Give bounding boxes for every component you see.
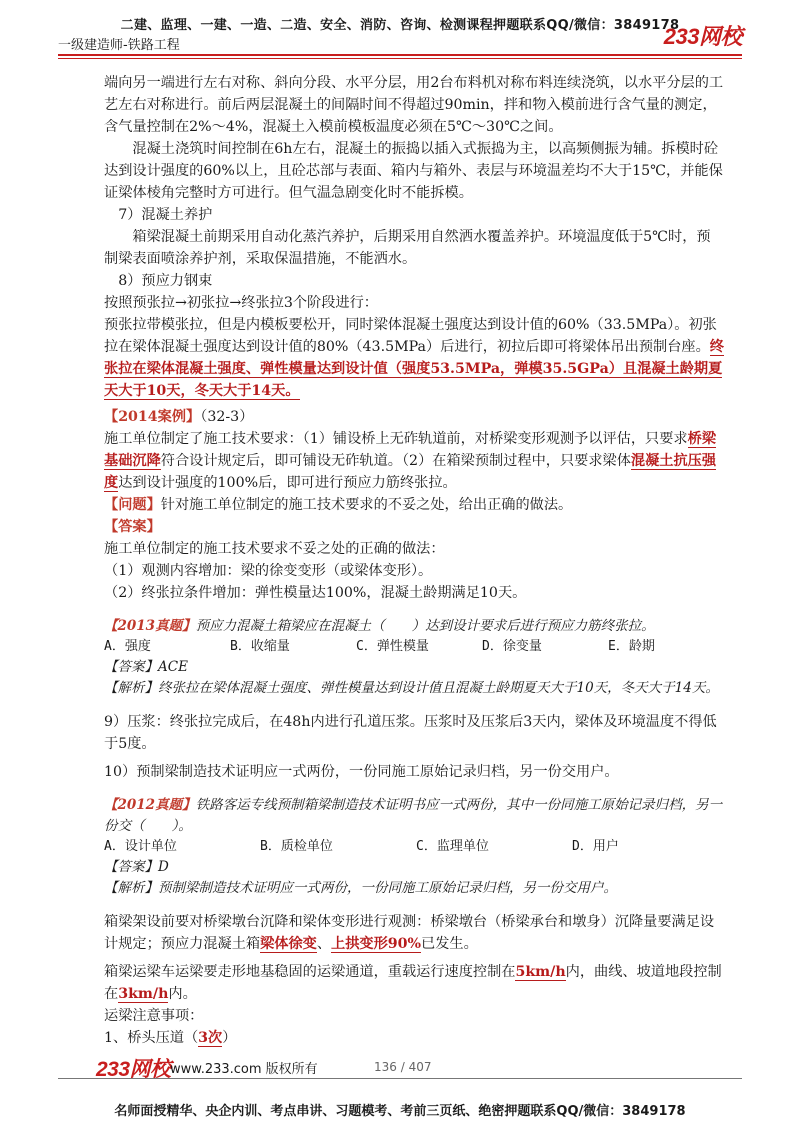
highlight-final-tension: 终张拉在梁体混凝土强度、弹性模量达到设计值（强度53.5MPa，弹模35.5GPa）且混凝土龄期夏天大于10天，冬天大于14天。 bbox=[104, 339, 724, 399]
option: D．徐变量 bbox=[482, 639, 542, 654]
option: D．用户 bbox=[572, 839, 619, 854]
highlight-creep: 梁体徐变 bbox=[260, 936, 317, 952]
answer-tag: 【答案】 bbox=[104, 519, 161, 535]
case-heading: 【2014案例】（32-3） bbox=[104, 409, 254, 425]
paragraph-certificate: 10）预制梁制造技术证明应一式两份，一份同施工原始记录归档，另一份交用户。 bbox=[104, 764, 619, 780]
paragraph-grouting: 9）压浆：终张拉完成后，在48h内进行孔道压浆。压浆时及压浆后3天内，梁体及环境温度不得低于5度。 bbox=[104, 714, 717, 752]
exam-2012-answer: 【答案】D bbox=[104, 859, 169, 875]
exam-2013-options bbox=[104, 637, 724, 657]
answer-line-3: （2）终张拉条件增加：弹性模量达100%，混凝土龄期满足10天。 bbox=[104, 585, 527, 601]
footer-bottom-line: 名师面授精华、央企内训、考点串讲、习题模考、考前三页纸、绝密押题联系QQ/微信：3849178 bbox=[114, 1104, 686, 1119]
footer-rule bbox=[58, 1078, 742, 1079]
paragraph-curing: 箱梁混凝土前期采用自动化蒸汽养护，后期采用自然洒水覆盖养护。环境温度低于5℃时，预制梁表面喷涂养护剂，采取保温措施，不能洒水。 bbox=[104, 229, 711, 267]
header-rule-thin bbox=[58, 58, 742, 59]
exam-2013-explanation: 【解析】终张拉在梁体混凝土强度、弹性模量达到设计值且混凝土龄期夏天大于10天，冬天大于14天。 bbox=[104, 680, 719, 696]
exam-2012-question: 【2012真题】铁路客运专线预制箱梁制造技术证明书应一式两份，其中一份同施工原始记录归档，另一份交（ ）。 bbox=[104, 797, 723, 834]
paragraph-transport: 箱梁运梁车运梁要走形地基稳固的运梁通道，重载运行速度控制在5km/h内，曲线、坡道地段控制在3km/h内。 bbox=[104, 964, 722, 1002]
exam-2013-answer: 【答案】ACE bbox=[104, 659, 188, 675]
option: A．强度 bbox=[104, 639, 151, 654]
header-top-line: 二建、监理、一建、一造、二造、安全、消防、咨询、检测课程押题联系QQ/微信：3849178 bbox=[120, 18, 680, 33]
question-tag: 【问题】 bbox=[104, 497, 161, 513]
highlight-speed-5: 5km/h bbox=[515, 964, 566, 980]
option: B．收缩量 bbox=[230, 639, 290, 654]
paragraph-stages: 按照预张拉→初张拉→终张拉3个阶段进行： bbox=[104, 295, 378, 311]
paragraph-vibration: 混凝土浇筑时间控制在6h左右，混凝土的振捣以插入式振捣为主，以高频侧振为辅。拆模时砼达到设计强度的60%以上，且砼芯部与表面、箱内与箱外、表层与环境温差均不大于15℃，并能保证梁体棱角完整时方可进行。但气温急剧变化时不能拆模。 bbox=[104, 141, 723, 201]
option: E．龄期 bbox=[608, 639, 655, 654]
footer-site: www.233.com 版权所有 bbox=[170, 1062, 318, 1077]
paragraph-notes: 运梁注意事项： bbox=[104, 1008, 204, 1024]
footer-logo: 233网校 bbox=[96, 1058, 171, 1081]
footer-page-number: 136 / 407 bbox=[374, 1060, 432, 1074]
question: 【问题】针对施工单位制定的施工技术要求的不妥之处，给出正确的做法。 bbox=[104, 497, 573, 513]
answer-line-2: （1）观测内容增加：梁的徐变变形（或梁体变形）。 bbox=[104, 563, 433, 579]
paragraph-bridgehead: 1、桥头压道（3次） bbox=[104, 1030, 237, 1046]
header-subject: 一级建造师-铁路工程 bbox=[58, 38, 180, 53]
page-content bbox=[104, 72, 724, 1049]
brand-logo: 233网校 bbox=[663, 24, 742, 49]
option: C．弹性模量 bbox=[356, 639, 429, 654]
paragraph-observation: 箱梁架设前要对桥梁墩台沉降和梁体变形进行观测：桥梁墩台（桥梁承台和墩身）沉降量要满足设计规定；预应力混凝土箱梁体徐变、上拱变形90%已发生。 bbox=[104, 914, 715, 952]
heading-curing: 7）混凝土养护 bbox=[118, 207, 213, 223]
option: C．监理单位 bbox=[416, 839, 489, 854]
exam-2012-options bbox=[104, 837, 724, 857]
case-tag: 【2014案例】 bbox=[104, 409, 201, 425]
paragraph-pouring: 端向另一端进行左右对称、斜向分段、水平分层，用2台布料机对称布料连续浇筑，以水平分层的工艺左右对称进行。前后两层混凝土的间隔时间不得超过90min，拌和物入模前进行含气量的测定，含气量控制在2%～4%，混凝土入模前模板温度必须在5℃～30℃之间。 bbox=[104, 75, 724, 135]
highlight-speed-3: 3km/h bbox=[118, 986, 169, 1002]
option: B．质检单位 bbox=[260, 839, 333, 854]
exam-2012-explanation: 【解析】预制梁制造技术证明应一式两份，一份同施工原始记录归档，另一份交用户。 bbox=[104, 880, 617, 896]
exam-2012-tag: 【2012真题】 bbox=[104, 797, 196, 813]
highlight-three-times: 3次 bbox=[198, 1030, 223, 1046]
highlight-compressive-strength: 混凝土抗压强度 bbox=[104, 453, 717, 491]
header-rule bbox=[58, 54, 742, 56]
answer-line-1: 施工单位制定的施工技术要求不妥之处的正确的做法： bbox=[104, 541, 445, 557]
heading-prestress: 8）预应力钢束 bbox=[118, 273, 213, 289]
highlight-bridge-foundation: 桥梁基础沉降 bbox=[104, 431, 717, 469]
option: A．设计单位 bbox=[104, 839, 177, 854]
paragraph-tension: 预张拉带模张拉，但是内模板要松开，同时梁体混凝土强度达到设计值的60%（33.5MPa）。初张拉在梁体混凝土强度达到设计值的80%（43.5MPa）后进行，初拉后即可将梁体吊出预制台座。终张拉在梁体混凝土强度、弹性模量达到设计值（强度53.5MPa，弹模35.5GPa）且混凝土龄期夏天大于10天，冬天大于14天。 bbox=[104, 317, 724, 399]
exam-2013-tag: 【2013真题】 bbox=[104, 618, 196, 634]
exam-2013-question: 【2013真题】预应力混凝土箱梁应在混凝土（ ）达到设计要求后进行预应力筋终张拉。 bbox=[104, 618, 655, 634]
highlight-camber: 上拱变形90% bbox=[331, 936, 422, 952]
case-paragraph: 施工单位制定了施工技术要求：（1）铺设桥上无砟轨道前，对桥梁变形观测予以评估，只要求桥梁基础沉降符合设计规定后，即可铺设无砟轨道。（2）在箱梁预制过程中，只要求梁体混凝土抗压强度达到设计强度的100%后，即可进行预应力筋终张拉。 bbox=[104, 431, 717, 491]
